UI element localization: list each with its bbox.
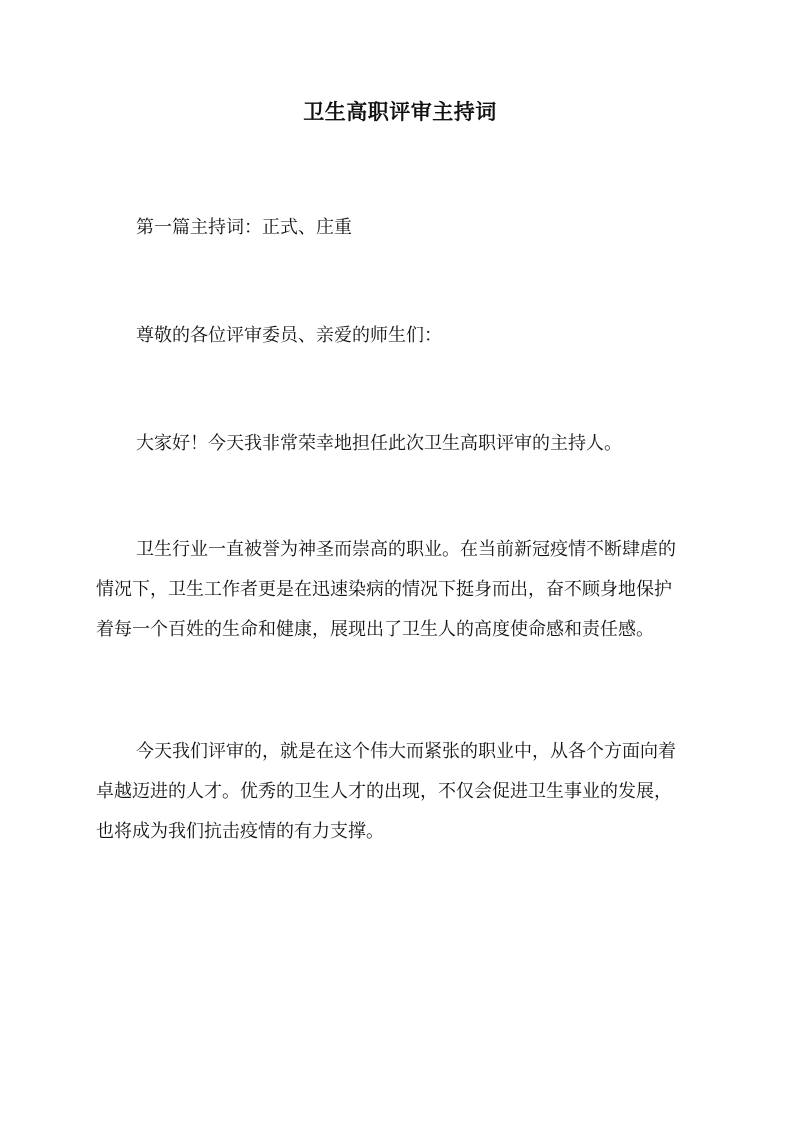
paragraph-line: 着每一个百姓的生命和健康，展现出了卫生人的高度使命感和责任感。 (96, 619, 654, 640)
paragraph-line: 卓越迈进的人才。优秀的卫生人才的出现，不仅会促进卫生事业的发展， (96, 781, 672, 802)
paragraph-line: 今天我们评审的，就是在这个伟大而紧张的职业中，从各个方面向着 (136, 741, 676, 762)
section-heading: 第一篇主持词：正式、庄重 (136, 217, 352, 238)
salutation-paragraph: 尊敬的各位评审委员、亲爱的师生们： (136, 325, 442, 346)
body-paragraph-2 (96, 732, 716, 852)
paragraph-line: 情况下，卫生工作者更是在迅速染病的情况下挺身而出，奋不顾身地保护 (96, 579, 672, 600)
document-title: 卫生高职评审主持词 (303, 99, 497, 124)
paragraph-line: 卫生行业一直被誉为神圣而崇高的职业。在当前新冠疫情不断肆虐的 (136, 539, 676, 560)
greeting-paragraph: 大家好！今天我非常荣幸地担任此次卫生高职评审的主持人。 (136, 433, 622, 454)
body-paragraph-1 (96, 530, 716, 650)
paragraph-line: 也将成为我们抗击疫情的有力支撑。 (96, 821, 384, 842)
